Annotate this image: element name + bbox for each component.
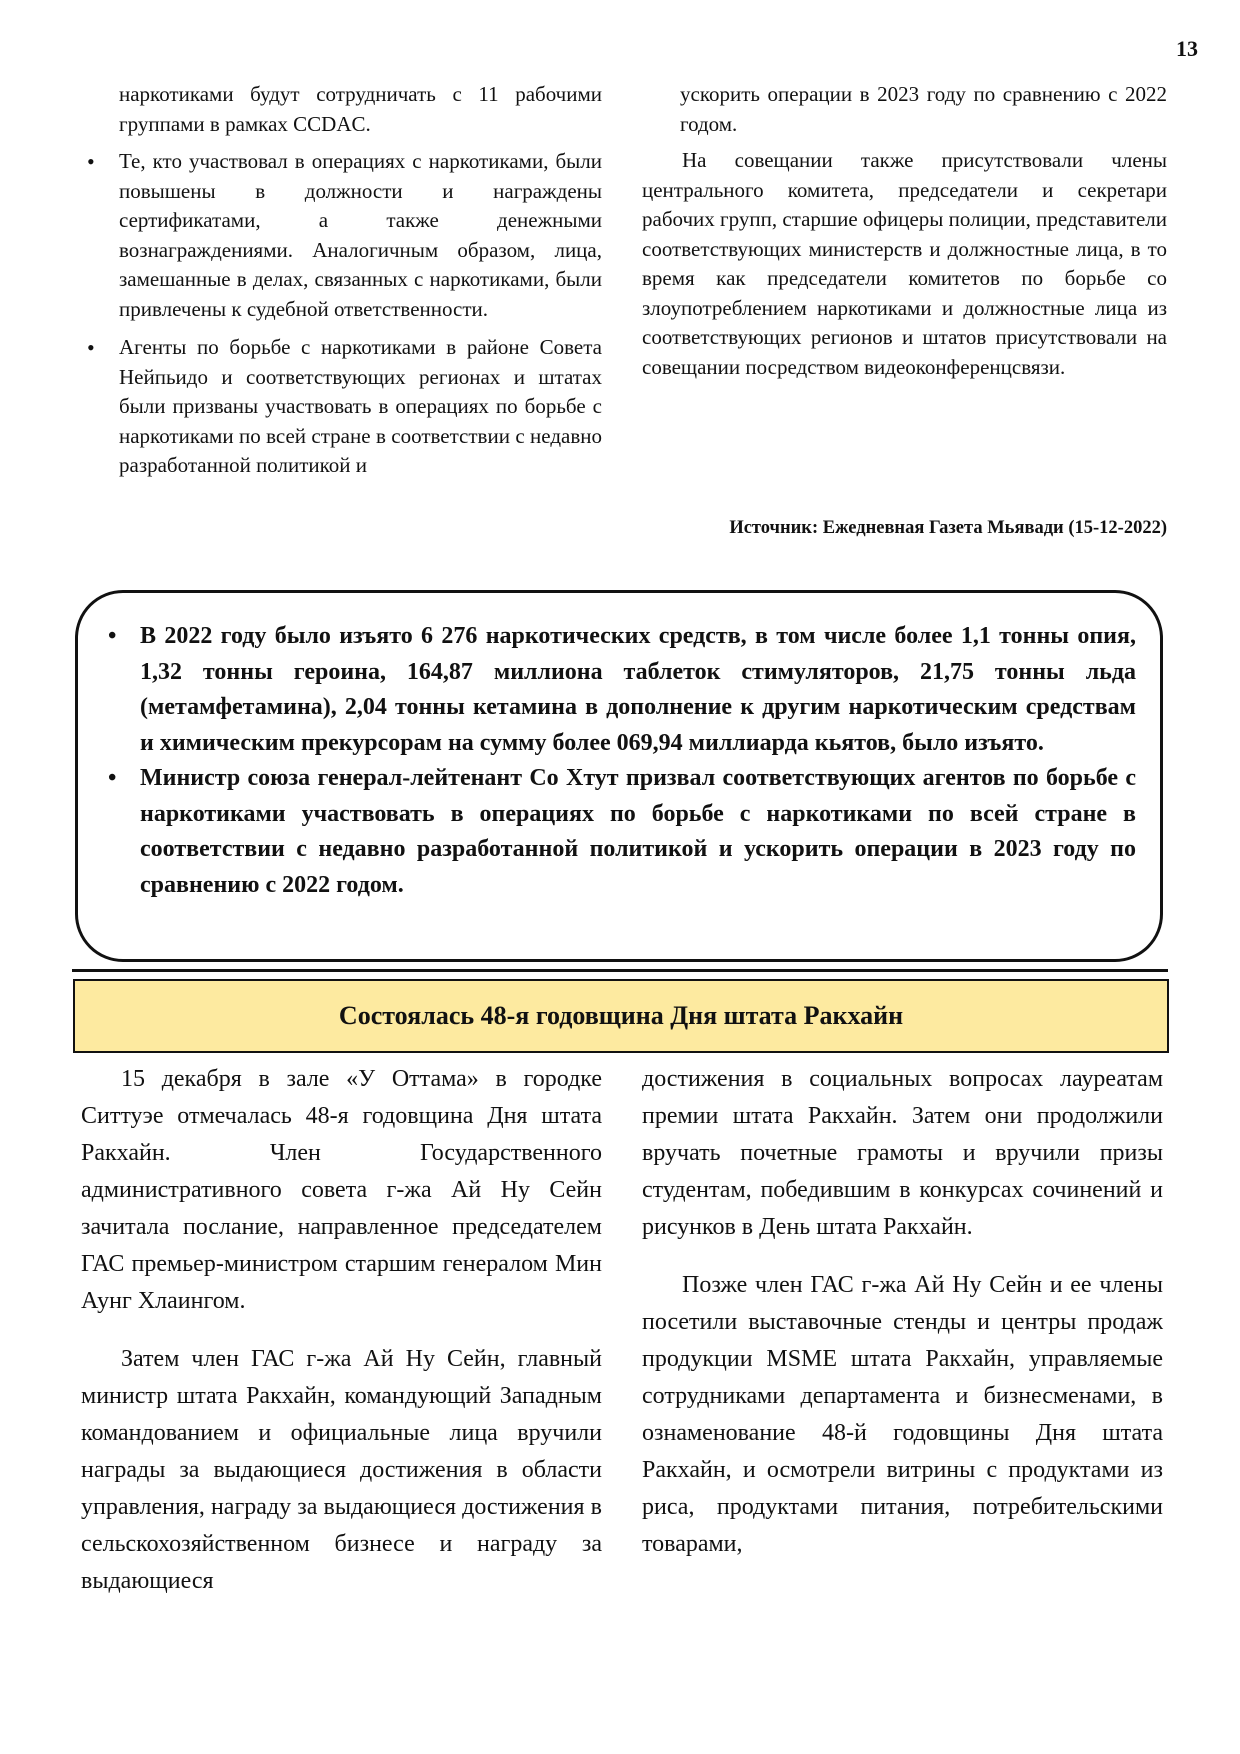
highlight-box [75, 590, 1163, 962]
highlight-list [100, 619, 1136, 903]
bullet-item: • Те, кто участвовал в операциях с наркотиками, были повышены в должности и награждены сертификатами, а также денежными вознаграждениями. Аналогичным образом, лица, замешанные в делах, связанных с наркотиками, были привлечены к судебной ответственности. [81, 147, 602, 324]
article-right-column [642, 1061, 1163, 1563]
top-left-column [81, 80, 602, 481]
meeting-paragraph: На совещании также присутствовали члены центрального комитета, председатели и секретари рабочих групп, старшие офицеры полиции, представители соответствующих министерств и должностные лица, в то время как председатели комитетов по борьбе со злоупотреблением наркотиками и должностные лица из соответствующих регионов и штатов присутствовали на совещании посредством видеоконференцсвязи. [642, 148, 1167, 379]
article-paragraph: Позже член ГАС г-жа Ай Ну Сейн и ее члены посетили выставочные стенды и центры продаж продукции MSME штата Ракхайн, управляемые сотрудниками департамента и бизнесменами, в ознаменование 48-й годовщины Дня штата Ракхайн, и осмотрели витрины с продуктами из риса, продуктами питания, потребительскими товарами, [642, 1272, 1163, 1557]
highlight-item: • В 2022 году было изъято 6 276 наркотических средств, в том числе более 1,1 тонны опия, 1,32 тонны героина, 164,87 миллиона таблеток стимуляторов, 21,75 тонны льда (метамфетамина), 2,04 тонны кетамина в дополнение к другим наркотическим средствам и химическим прекурсорам на сумму более 069,94 миллиарда кьятов, было изъято. [100, 619, 1136, 761]
top-right-column [642, 80, 1167, 382]
highlight-item: • Министр союза генерал-лейтенант Со Хтут призвал соответствующих агентов по борьбе с наркотиками участвовать в операциях по борьбе с наркотиками по всей стране в соответствии с недавно разработанной политикой и ускорить операции в 2023 году по сравнению с 2022 годом. [100, 761, 1136, 903]
page-number: 13 [1176, 36, 1198, 61]
bullet-list [81, 147, 602, 481]
divider-line [72, 969, 1168, 972]
article-paragraph: Затем член ГАС г-жа Ай Ну Сейн, главный министр штата Ракхайн, командующий Западным командованием и официальные лица вручили награды за выдающиеся достижения в области управления, награду за выдающиеся достижения в сельскохозяйственном бизнесе и награду за выдающиеся [81, 1346, 602, 1594]
source-line: Источник: Ежедневная Газета Мьявади (15-12-2022) [729, 518, 1167, 538]
bullet-item: • Агенты по борьбе с наркотиками в районе Совета Нейпьидо и соответствующих регионах и штатах были призваны участвовать в операциях по борьбе с наркотиками по всей стране в соответствии с недавно разработанной политикой и [81, 333, 602, 481]
continuation-text: наркотиками будут сотрудничать с 11 рабочими группами в рамках CCDAC. [119, 82, 602, 136]
article-heading: Состоялась 48-я годовщина Дня штата Ракхайн [73, 979, 1169, 1053]
article-paragraph: 15 декабря в зале «У Оттама» в городке Ситтуэе отмечалась 48-я годовщина Дня штата Ракхайн. Член Государственного административного совета г-жа Ай Ну Сейн зачитала послание, направленное председателем ГАС премьер-министром старшим генералом Мин Аунг Хлаингом. [81, 1066, 602, 1314]
article-left-column [81, 1061, 602, 1600]
article-paragraph: достижения в социальных вопросах лауреатам премии штата Ракхайн. Затем они продолжили вручать почетные грамоты и вручили призы студентам, победившим в конкурсах сочинений и рисунков в День штата Ракхайн. [642, 1066, 1163, 1240]
continuation-text: ускорить операции в 2023 году по сравнению с 2022 годом. [680, 82, 1167, 136]
